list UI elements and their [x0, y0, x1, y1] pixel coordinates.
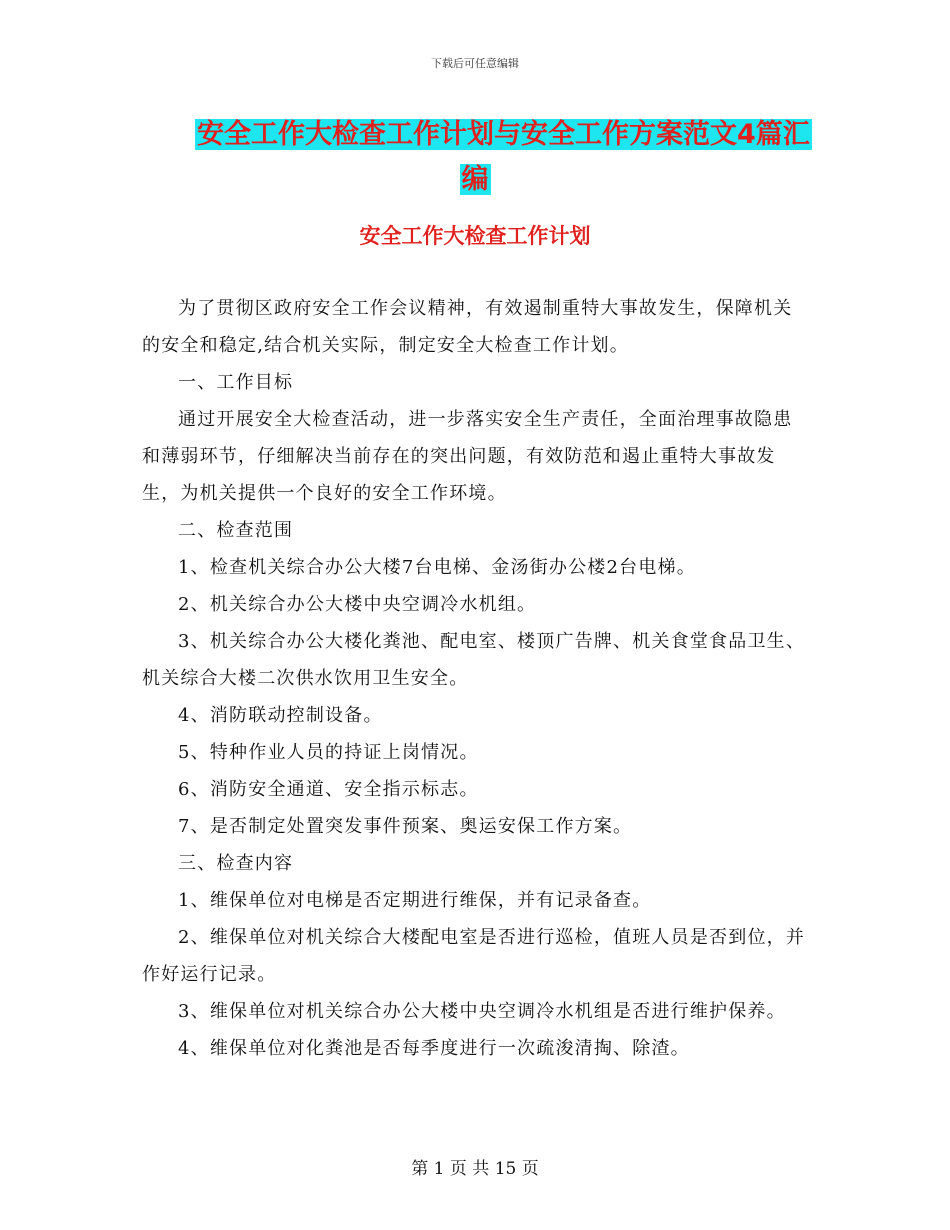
body-text: [142, 290, 810, 1067]
paragraph: 5、特种作业人员的持证上岗情况。: [178, 742, 479, 763]
paragraph: 1、维保单位对电梯是否定期进行维保，并有记录备查。: [178, 890, 652, 911]
paragraph: 3、维保单位对机关综合办公大楼中央空调冷水机组是否进行维护保养。: [178, 1001, 786, 1022]
paragraph: 二、检查范围: [178, 520, 294, 541]
header-note: 下载后可任意编辑: [431, 57, 519, 70]
document-title-line2: 编: [461, 164, 489, 195]
paragraph: 4、维保单位对化粪池是否每季度进行一次疏浚清掏、除渣。: [178, 1038, 690, 1059]
paragraph: 一、工作目标: [178, 372, 294, 393]
paragraph: 1、检查机关综合办公大楼7台电梯、金汤街办公楼2台电梯。: [178, 557, 696, 578]
paragraph: 通过开展安全大检查活动，进一步落实安全生产责任，全面治理事故隐患和薄弱环节，仔细解决当前存在的突出问题，有效防范和遏止重特大事故发生，为机关提供一个良好的安全工作环境。: [142, 409, 793, 504]
paragraph: 4、消防联动控制设备。: [178, 705, 383, 726]
document-title-line1: 安全工作大检查工作计划与安全工作方案范文4篇汇: [197, 119, 810, 150]
paragraph: 3、机关综合办公大楼化粪池、配电室、楼顶广告牌、机关食堂食品卫生、机关综合大楼二次供水饮用卫生安全。: [142, 631, 806, 689]
paragraph: 三、检查内容: [178, 853, 294, 874]
page-number-footer: 第 1 页 共 15 页: [411, 1159, 539, 1179]
section-title: 安全工作大检查工作计划: [359, 224, 591, 248]
paragraph: 7、是否制定处置突发事件预案、奥运安保工作方案。: [178, 816, 633, 837]
paragraph: 2、维保单位对机关综合大楼配电室是否进行巡检，值班人员是否到位，并作好运行记录。: [142, 927, 806, 985]
paragraph: 2、机关综合办公大楼中央空调冷水机组。: [178, 594, 537, 615]
paragraph: 6、消防安全通道、安全指示标志。: [178, 779, 479, 800]
document-title: [195, 112, 815, 202]
paragraph: 为了贯彻区政府安全工作会议精神，有效遏制重特大事故发生，保障机关的安全和稳定,结合机关实际，制定安全大检查工作计划。: [142, 298, 793, 356]
